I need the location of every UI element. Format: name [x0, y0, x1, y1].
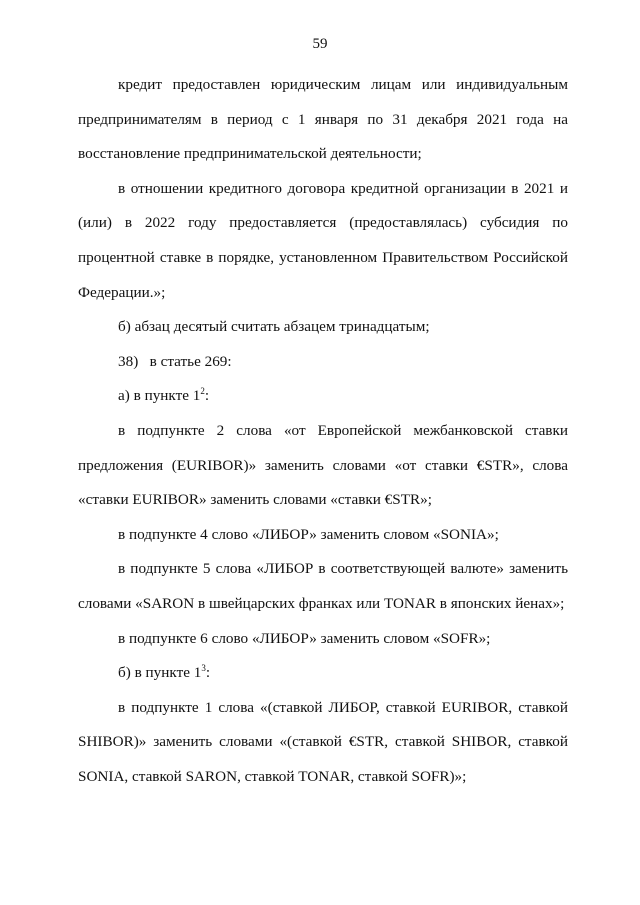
- item-1-3-superscript: 3: [201, 663, 206, 674]
- item-1-2-text: а) в пункте 1: [118, 387, 201, 405]
- paragraph-subitem-2-euribor: в подпункте 2 слова «от Европейской межбанковской ставки предложения (EURIBOR)» заменить словами «от ставки €STR», слова «ставки EURIBOR» заменить словами «ставки €STR»;: [78, 421, 568, 509]
- paragraph-subitem-6-sofr: в подпункте 6 слово «ЛИБОР» заменить словом «SOFR»;: [118, 629, 491, 647]
- paragraph-subitem-5-saron-tonar: в подпункте 5 слова «ЛИБОР в соответствующей валюте» заменить словами «SARON в швейцарских франках или TONAR в японских йенах»;: [78, 560, 568, 612]
- paragraph-item-1-3: [78, 656, 568, 691]
- paragraph-article-269: 38) в статье 269:: [118, 352, 232, 370]
- document-body: [78, 68, 568, 794]
- paragraph-credit-agreement-subsidy: в отношении кредитного договора кредитной организации в 2021 и (или) в 2022 году предоставляется (предоставлялась) субсидия по процентной ставке в порядке, установленном Правительством Российской Федерации.»;: [78, 179, 568, 301]
- paragraph-subitem-1-rates: в подпункте 1 слова «(ставкой ЛИБОР, ставкой EURIBOR, ставкой SHIBOR)» заменить словами «(ставкой €STR, ставкой SHIBOR, ставкой SONIA, ставкой SARON, ставкой TONAR, ставкой SOFR)»;: [78, 698, 568, 785]
- item-1-2-superscript: 2: [200, 386, 205, 397]
- paragraph-credit-provided: кредит предоставлен юридическим лицам или индивидуальным предпринимателям в период с 1 января по 31 декабря 2021 года на восстановление предпринимательской деятельности;: [78, 76, 568, 163]
- item-1-3-colon: :: [205, 664, 211, 682]
- item-1-3-text: б) в пункте 1: [118, 664, 202, 682]
- item-1-2-colon: :: [204, 387, 210, 405]
- page-number: 59: [312, 36, 328, 52]
- paragraph-item-1-2: [78, 379, 568, 414]
- paragraph-abzac-renumber: б) абзац десятый считать абзацем тринадцатым;: [118, 318, 430, 336]
- paragraph-subitem-4-sonia: в подпункте 4 слово «ЛИБОР» заменить словом «SONIA»;: [118, 525, 499, 543]
